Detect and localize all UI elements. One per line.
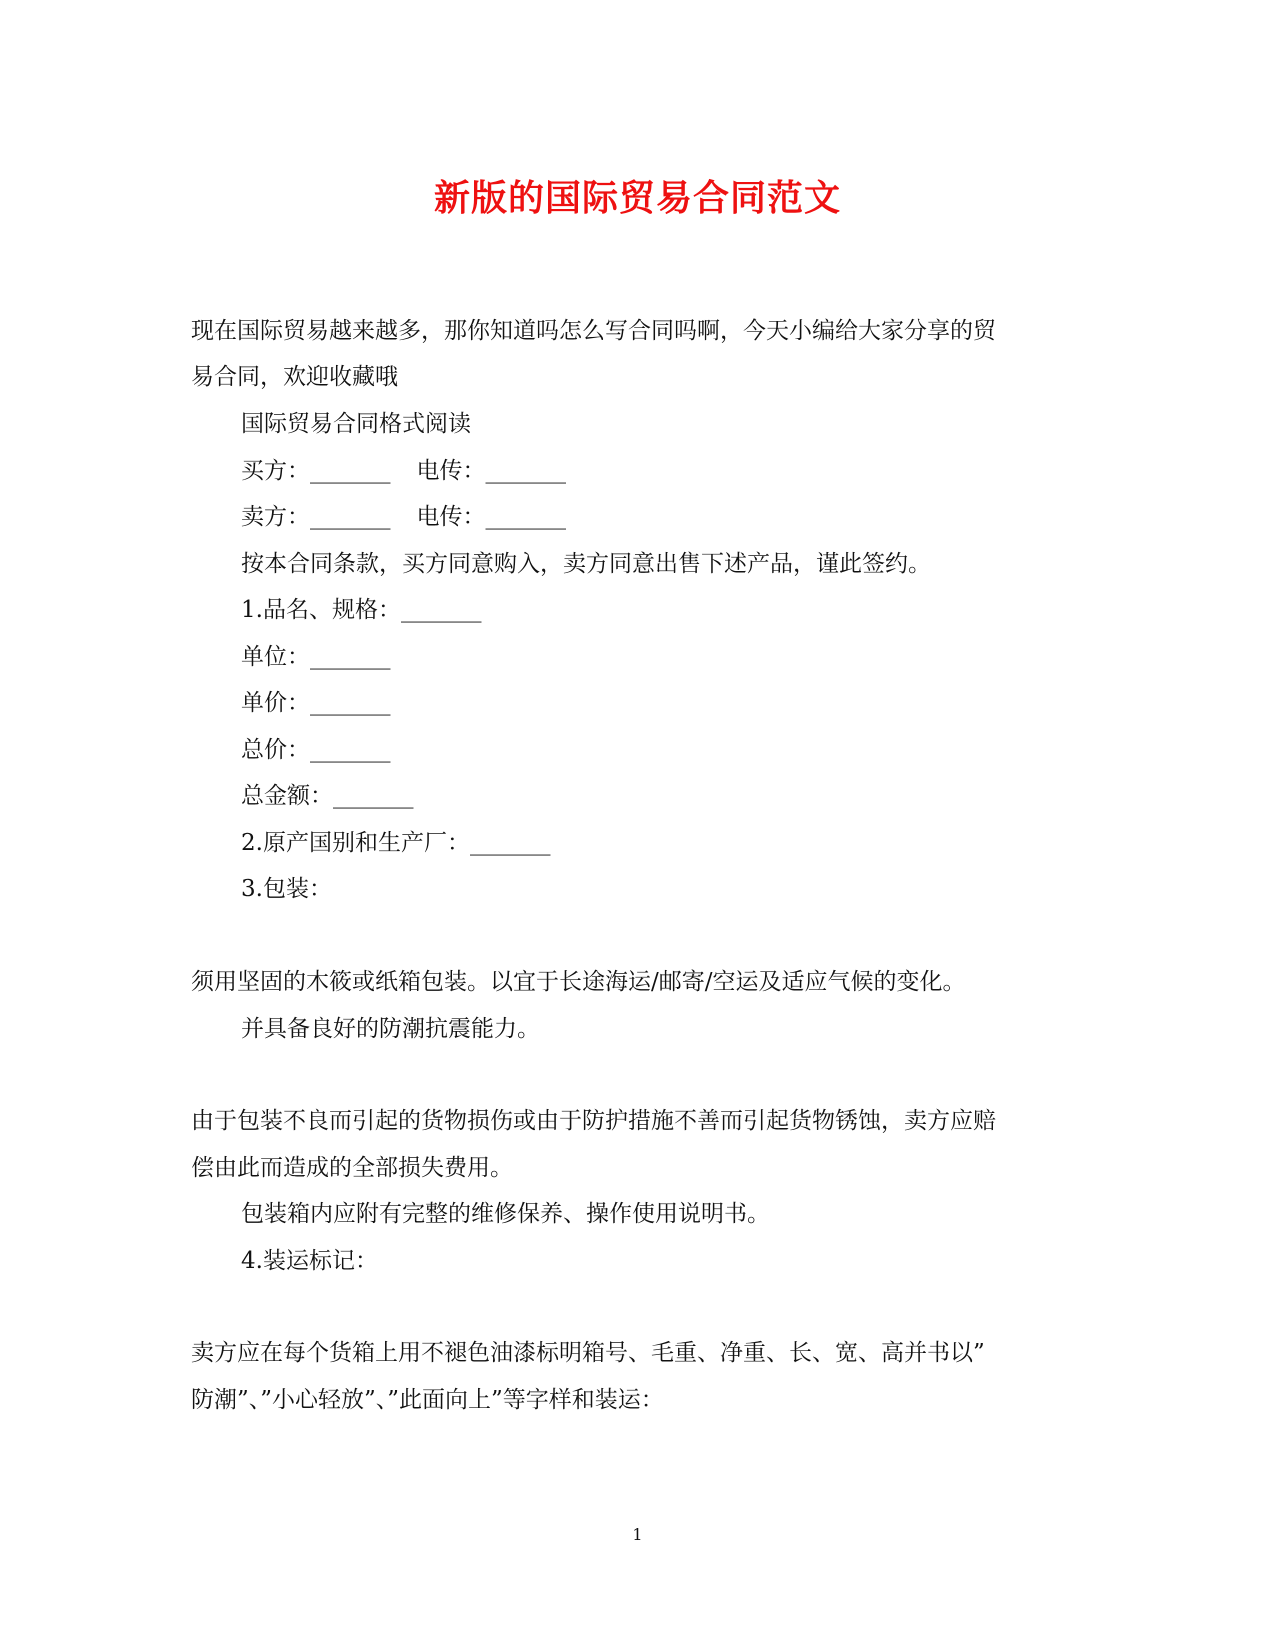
item-2-origin: 2.原产国别和生产厂：_______ [241,830,551,856]
total-amount-field: 总金额：_______ [241,783,414,809]
marks-paragraph-line-1: 卖方应在每个货箱上用不褪色油漆标明箱号、毛重、净重、长、宽、高并书以” [191,1340,985,1366]
seller-field: 卖方：_______ [241,504,391,530]
damage-paragraph-line-1: 由于包装不良而引起的货物损伤或由于防护措施不善而引起货物锈蚀，卖方应赔 [191,1108,996,1134]
packing-paragraph: 须用坚固的木筱或纸箱包装。以宜于长途海运/邮寄/空运及适应气候的变化。 [191,969,966,995]
page-number: 1 [632,1525,643,1544]
item-4-shipping-marks: 4.装运标记： [241,1248,378,1274]
document-title: 新版的国际贸易合同范文 [433,177,841,219]
buyer-row [241,456,566,486]
total-price-field: 总价：_______ [241,737,391,763]
agreement-text: 按本合同条款，买方同意购入，卖方同意出售下述产品，谨此签约。 [241,551,931,577]
packing-paragraph-2: 并具备良好的防潮抗震能力。 [241,1016,540,1042]
unit-field: 单位：_______ [241,644,391,670]
buyer-fax-field: 电传：_______ [416,458,566,484]
unit-price-field: 单价：_______ [241,690,391,716]
seller-row [241,502,566,532]
seller-fax-field: 电传：_______ [416,504,566,530]
item-3-packing: 3.包装： [241,876,332,902]
manual-paragraph: 包装箱内应附有完整的维修保养、操作使用说明书。 [241,1201,770,1227]
intro-line-2: 易合同，欢迎收藏哦 [191,364,398,390]
intro-line-1: 现在国际贸易越来越多，那你知道吗怎么写合同吗啊，今天小编给大家分享的贸 [191,318,996,344]
buyer-field: 买方：_______ [241,458,391,484]
contract-subtitle: 国际贸易合同格式阅读 [241,411,471,437]
item-1-name-spec: 1.品名、规格：_______ [241,597,482,623]
marks-paragraph-line-2: 防潮”、”小心轻放”、”此面向上”等字样和装运： [191,1387,664,1413]
damage-paragraph-line-2: 偿由此而造成的全部损失费用。 [191,1155,513,1181]
